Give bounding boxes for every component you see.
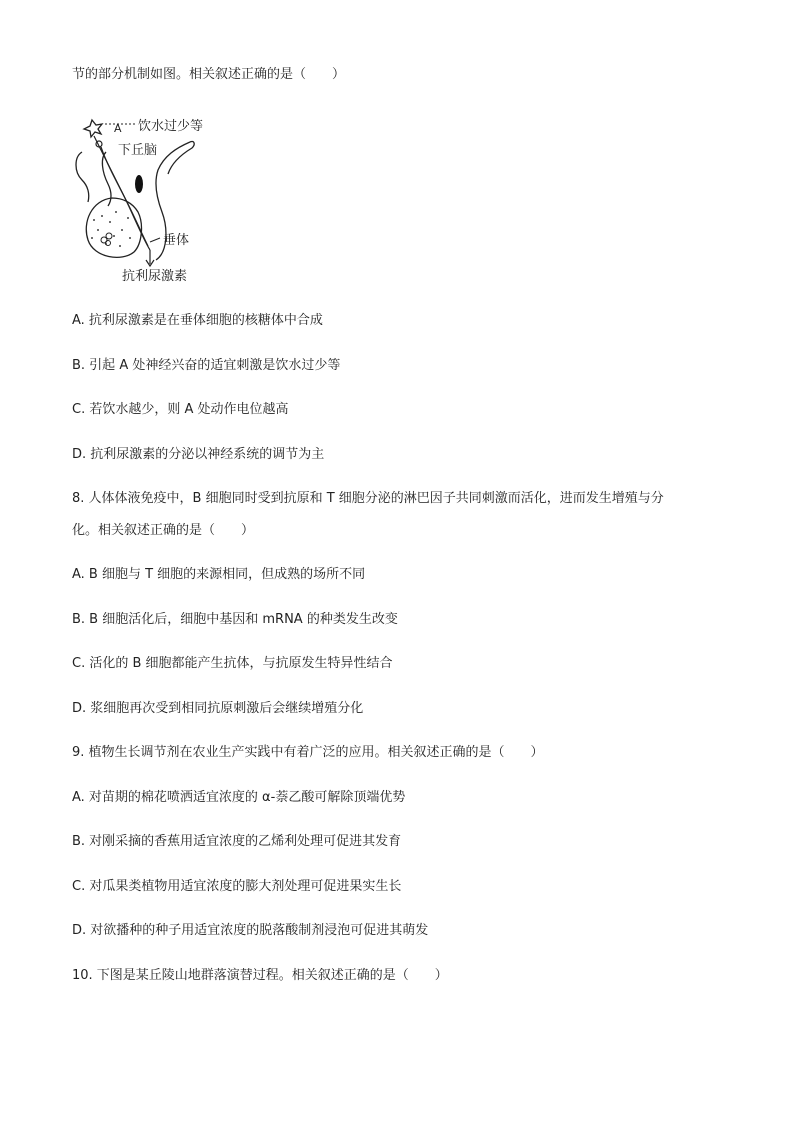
q8-option-a[interactable]: A. B 细胞与 T 细胞的来源相同，但成熟的场所不同: [72, 567, 366, 582]
q8-stem-line1: 8. 人体体液免疫中，B 细胞同时受到抗原和 T 细胞分泌的淋巴因子共同刺激而活化，进而发生增殖与分: [72, 491, 664, 506]
label-adh: 抗利尿激素: [122, 269, 188, 284]
q9-option-b[interactable]: B. 对刚采摘的香蕉用适宜浓度的乙烯利处理可促进其发育: [72, 834, 402, 849]
dark-region: [135, 175, 143, 193]
q9-option-a[interactable]: A. 对苗期的棉花喷洒适宜浓度的 α-萘乙酸可解除顶端优势: [72, 790, 406, 805]
q8-option-d[interactable]: D. 浆细胞再次受到相同抗原刺激后会继续增殖分化: [72, 701, 364, 716]
q7-option-b[interactable]: B. 引起 A 处神经兴奋的适宜刺激是饮水过少等: [72, 358, 341, 373]
q8-option-c[interactable]: C. 活化的 B 细胞都能产生抗体，与抗原发生特异性结合: [72, 656, 393, 671]
neuron-star-icon: [84, 120, 102, 137]
q7-intro: 节的部分机制如图。相关叙述正确的是（ ）: [72, 67, 346, 82]
q7-option-a[interactable]: A. 抗利尿激素是在垂体细胞的核糖体中合成: [72, 313, 323, 328]
q9-stem: 9. 植物生长调节剂在农业生产实践中有着广泛的应用。相关叙述正确的是（ ）: [72, 745, 544, 760]
q9-option-c[interactable]: C. 对瓜果类植物用适宜浓度的膨大剂处理可促进果实生长: [72, 879, 402, 894]
q8-option-b[interactable]: B. B 细胞活化后，细胞中基因和 mRNA 的种类发生改变: [72, 612, 398, 627]
q10-stem: 10. 下图是某丘陵山地群落演替过程。相关叙述正确的是（ ）: [72, 968, 448, 983]
label-water-intake: 饮水过少等: [138, 119, 204, 134]
label-a: A: [114, 122, 122, 135]
q8-stem-line2: 化。相关叙述正确的是（ ）: [72, 523, 255, 538]
label-hypothalamus: 下丘脑: [118, 143, 158, 158]
q9-option-d[interactable]: D. 对欲播种的种子用适宜浓度的脱落酸制剂浸泡可促进其萌发: [72, 923, 429, 938]
q7-option-d[interactable]: D. 抗利尿激素的分泌以神经系统的调节为主: [72, 447, 325, 462]
label-pituitary: 垂体: [163, 233, 190, 248]
pituitary-lobe: [86, 198, 141, 257]
q7-option-c[interactable]: C. 若饮水越少，则 A 处动作电位越高: [72, 402, 289, 417]
hypothalamus-pituitary-diagram: [72, 112, 222, 287]
